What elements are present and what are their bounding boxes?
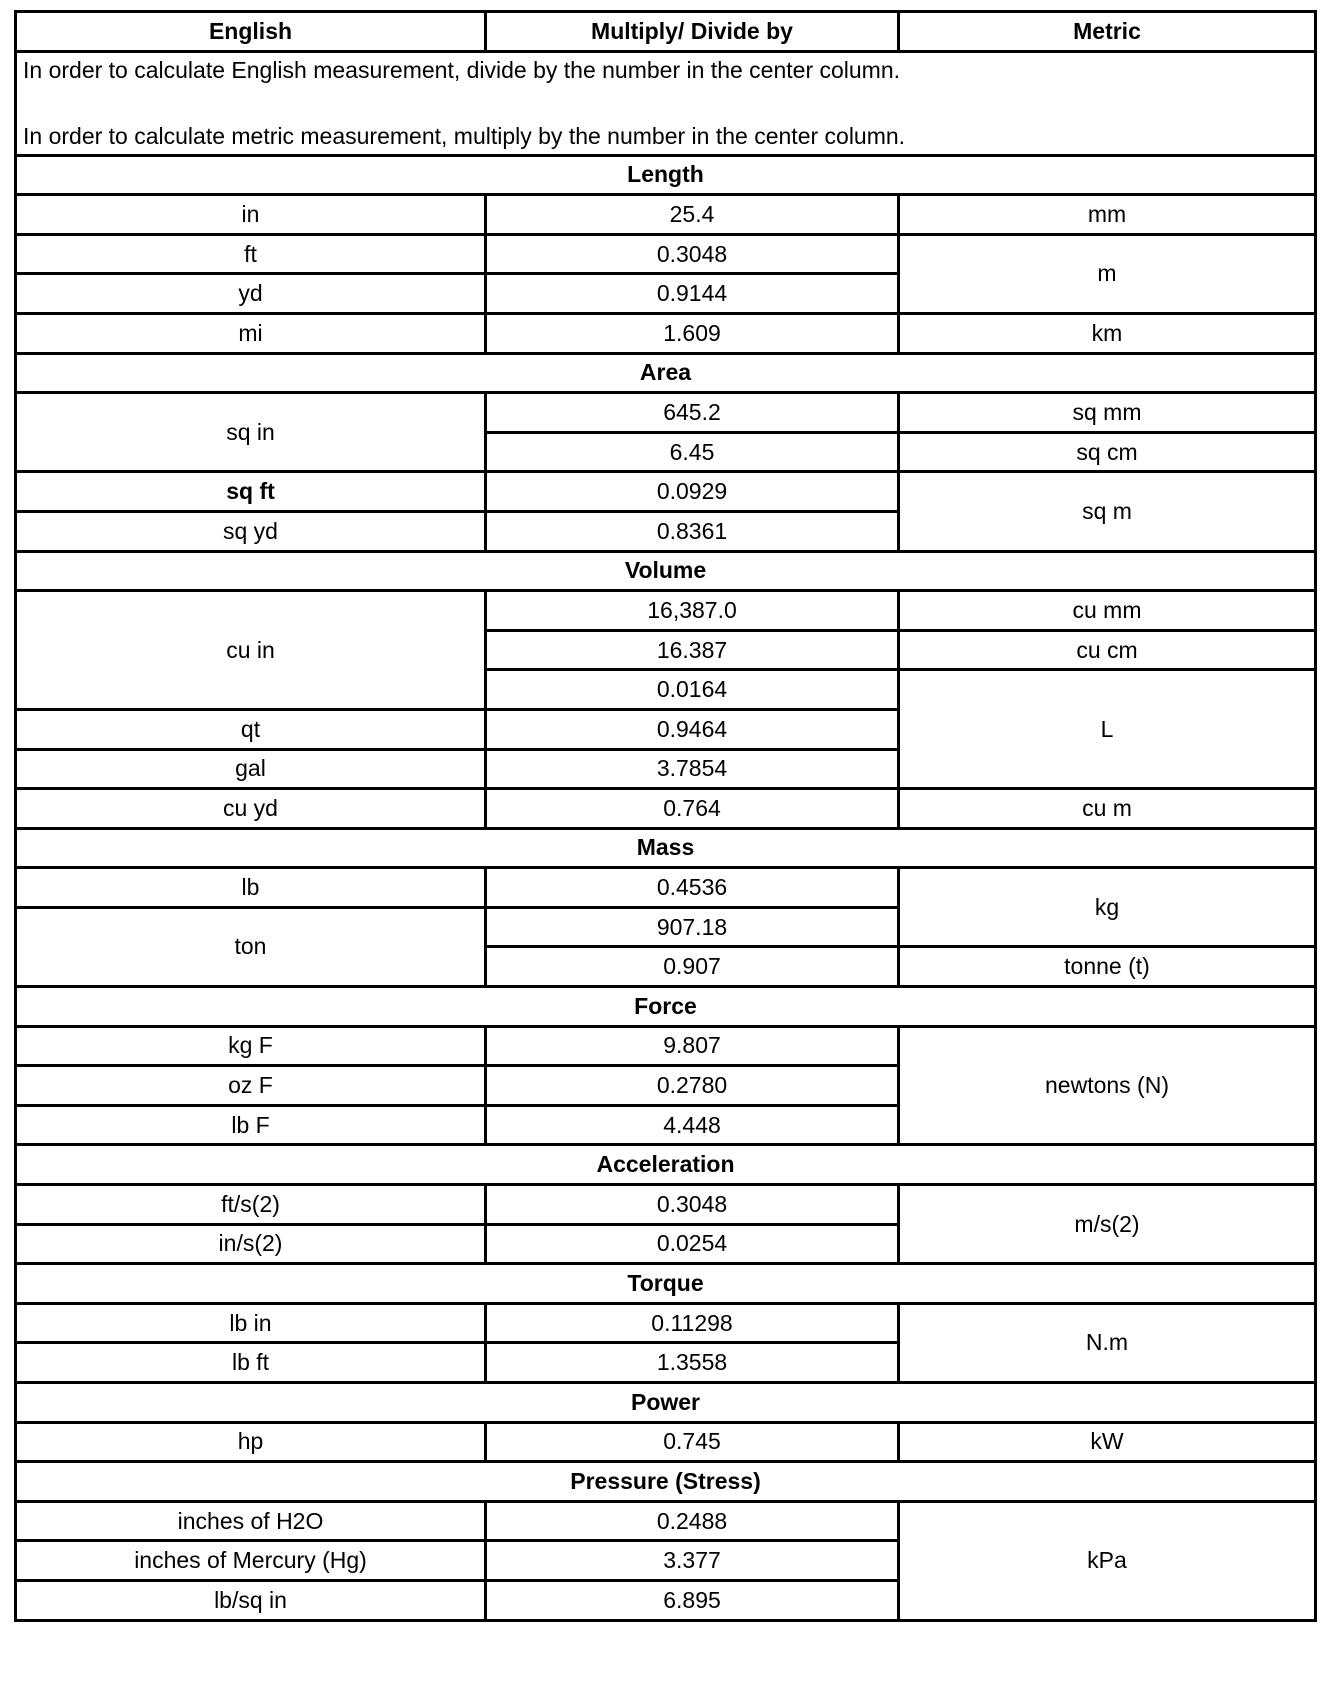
section-row — [16, 1145, 1316, 1185]
header-row — [16, 12, 1316, 52]
english-cell: sq in — [16, 393, 486, 472]
english-cell: ton — [16, 907, 486, 986]
instruction-metric: In order to calculate metric measurement, multiply by the number in the center column. — [23, 122, 906, 149]
metric-cell: cu cm — [899, 630, 1316, 670]
factor-cell: 16.387 — [486, 630, 899, 670]
factor-cell: 3.7854 — [486, 749, 899, 789]
section-row — [16, 155, 1316, 195]
english-cell: hp — [16, 1422, 486, 1462]
english-cell: mi — [16, 313, 486, 353]
metric-cell: cu mm — [899, 591, 1316, 631]
metric-cell: mm — [899, 195, 1316, 235]
header-factor: Multiply/ Divide by — [486, 12, 899, 52]
english-cell: ft/s(2) — [16, 1185, 486, 1225]
section-row — [16, 1264, 1316, 1304]
table-row — [16, 1501, 1316, 1541]
factor-cell: 25.4 — [486, 195, 899, 235]
factor-cell: 1.3558 — [486, 1343, 899, 1383]
english-cell: qt — [16, 709, 486, 749]
section-row — [16, 1383, 1316, 1423]
section-title-force: Force — [16, 987, 1316, 1027]
section-row — [16, 551, 1316, 591]
table-row — [16, 1303, 1316, 1343]
factor-cell: 0.0164 — [486, 670, 899, 710]
metric-cell: km — [899, 313, 1316, 353]
metric-cell: tonne (t) — [899, 947, 1316, 987]
english-cell: sq ft — [16, 472, 486, 512]
factor-cell: 0.9144 — [486, 274, 899, 314]
metric-cell: L — [899, 670, 1316, 789]
section-title-mass: Mass — [16, 828, 1316, 868]
factor-cell: 0.0254 — [486, 1224, 899, 1264]
table-row — [16, 789, 1316, 829]
factor-cell: 0.764 — [486, 789, 899, 829]
english-cell: yd — [16, 274, 486, 314]
metric-cell: sq m — [899, 472, 1316, 551]
english-cell: in — [16, 195, 486, 235]
english-cell: cu in — [16, 591, 486, 710]
english-cell: lb in — [16, 1303, 486, 1343]
factor-cell: 1.609 — [486, 313, 899, 353]
factor-cell: 0.8361 — [486, 511, 899, 551]
table-row — [16, 472, 1316, 512]
metric-cell: kg — [899, 868, 1316, 947]
metric-cell: m — [899, 234, 1316, 313]
factor-cell: 3.377 — [486, 1541, 899, 1581]
factor-cell: 0.9464 — [486, 709, 899, 749]
table-row — [16, 1026, 1316, 1066]
english-cell: gal — [16, 749, 486, 789]
header-english: English — [16, 12, 486, 52]
table-row — [16, 1422, 1316, 1462]
section-row — [16, 987, 1316, 1027]
table-row — [16, 195, 1316, 235]
table-row — [16, 313, 1316, 353]
factor-cell: 0.2780 — [486, 1066, 899, 1106]
table-row — [16, 591, 1316, 631]
section-row — [16, 828, 1316, 868]
metric-cell: cu m — [899, 789, 1316, 829]
table-row — [16, 868, 1316, 908]
factor-cell: 0.0929 — [486, 472, 899, 512]
factor-cell: 0.907 — [486, 947, 899, 987]
section-row — [16, 353, 1316, 393]
table-row — [16, 1185, 1316, 1225]
section-title-power: Power — [16, 1383, 1316, 1423]
metric-cell: kW — [899, 1422, 1316, 1462]
factor-cell: 6.45 — [486, 432, 899, 472]
section-title-length: Length — [16, 155, 1316, 195]
conversion-table — [14, 10, 1317, 1622]
english-cell: lb/sq in — [16, 1580, 486, 1620]
metric-cell: N.m — [899, 1303, 1316, 1382]
table-row — [16, 393, 1316, 433]
factor-cell: 0.3048 — [486, 1185, 899, 1225]
factor-cell: 4.448 — [486, 1105, 899, 1145]
instruction-english: In order to calculate English measurement, divide by the number in the center column. — [23, 56, 901, 83]
english-cell: kg F — [16, 1026, 486, 1066]
english-cell: inches of Mercury (Hg) — [16, 1541, 486, 1581]
english-cell: ft — [16, 234, 486, 274]
metric-cell: sq cm — [899, 432, 1316, 472]
section-title-pressure: Pressure (Stress) — [16, 1462, 1316, 1502]
english-cell: sq yd — [16, 511, 486, 551]
english-cell: lb ft — [16, 1343, 486, 1383]
factor-cell: 0.11298 — [486, 1303, 899, 1343]
instruction-spacer — [23, 84, 1310, 123]
english-cell: cu yd — [16, 789, 486, 829]
factor-cell: 0.3048 — [486, 234, 899, 274]
factor-cell: 907.18 — [486, 907, 899, 947]
english-cell: in/s(2) — [16, 1224, 486, 1264]
section-title-volume: Volume — [16, 551, 1316, 591]
metric-cell: newtons (N) — [899, 1026, 1316, 1145]
factor-cell: 6.895 — [486, 1580, 899, 1620]
factor-cell: 9.807 — [486, 1026, 899, 1066]
factor-cell: 0.2488 — [486, 1501, 899, 1541]
metric-cell: kPa — [899, 1501, 1316, 1620]
factor-cell: 16,387.0 — [486, 591, 899, 631]
instructions-row — [16, 51, 1316, 155]
english-cell: lb — [16, 868, 486, 908]
section-title-torque: Torque — [16, 1264, 1316, 1304]
section-title-area: Area — [16, 353, 1316, 393]
metric-cell: m/s(2) — [899, 1185, 1316, 1264]
english-cell: inches of H2O — [16, 1501, 486, 1541]
section-title-acceleration: Acceleration — [16, 1145, 1316, 1185]
instructions-cell — [16, 51, 1316, 155]
metric-cell: sq mm — [899, 393, 1316, 433]
header-metric: Metric — [899, 12, 1316, 52]
english-cell: lb F — [16, 1105, 486, 1145]
factor-cell: 0.4536 — [486, 868, 899, 908]
section-row — [16, 1462, 1316, 1502]
factor-cell: 0.745 — [486, 1422, 899, 1462]
factor-cell: 645.2 — [486, 393, 899, 433]
table-row — [16, 234, 1316, 274]
english-cell: oz F — [16, 1066, 486, 1106]
